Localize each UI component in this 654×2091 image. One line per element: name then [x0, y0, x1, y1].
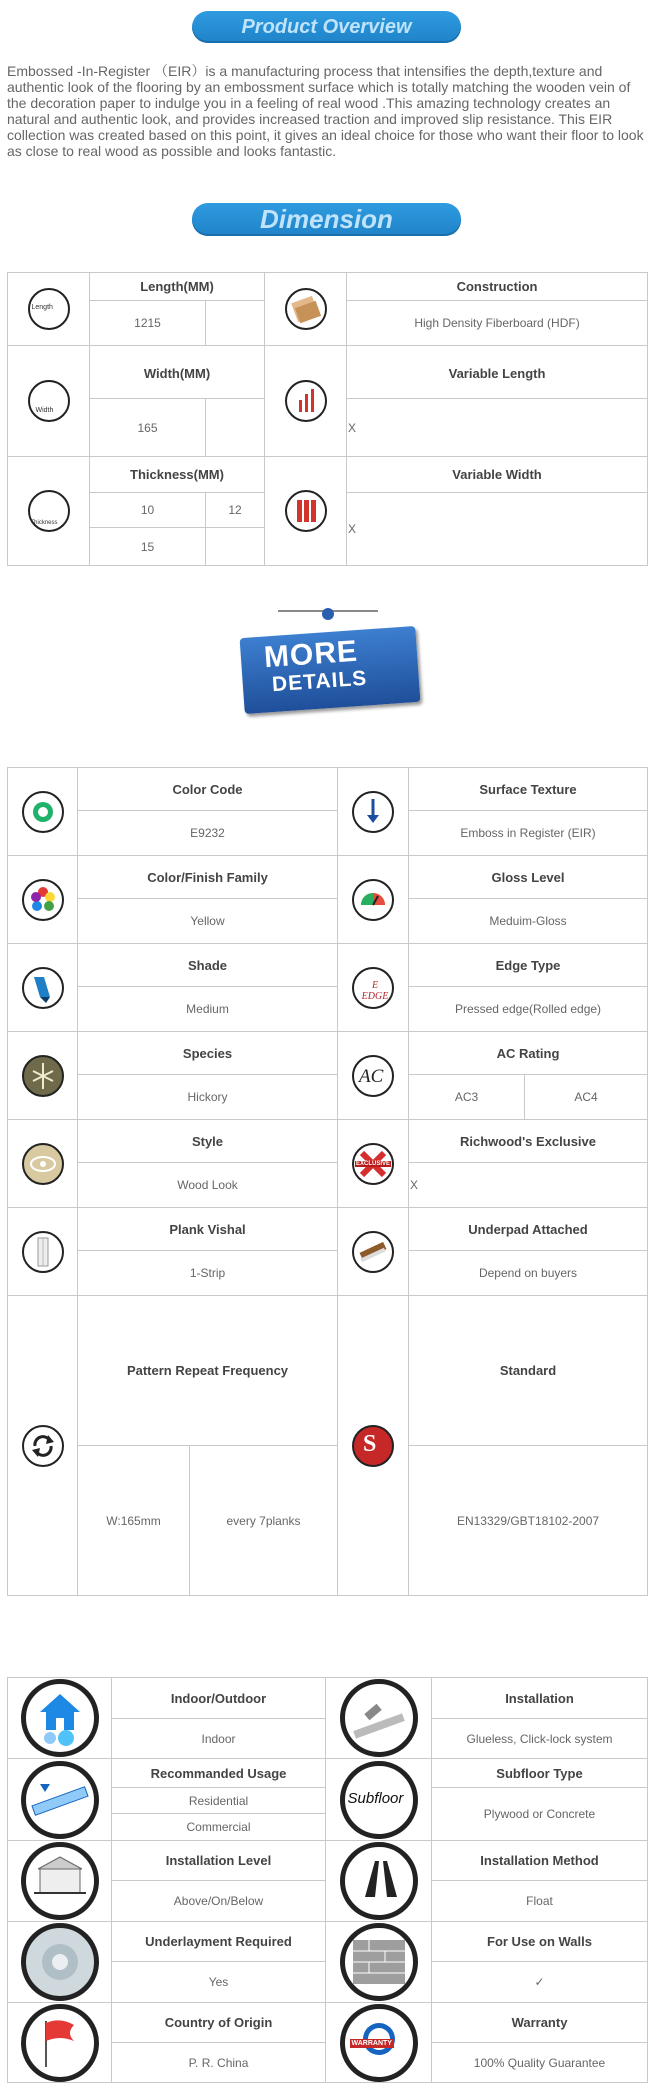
- installation-icon-cell: [326, 1678, 432, 1759]
- style-label: Style: [78, 1120, 338, 1163]
- standard-seal-icon: S: [352, 1425, 394, 1467]
- underlayment-value: Yes: [112, 1962, 326, 2003]
- dimension-banner: Dimension: [192, 203, 461, 236]
- width-empty: [206, 399, 265, 457]
- species-value: Hickory: [78, 1075, 338, 1120]
- ac-icon: AC: [352, 1055, 394, 1097]
- variable-width-label: Variable Width: [347, 457, 648, 493]
- walls-value: ✓: [432, 1962, 648, 2003]
- walls-icon-cell: [326, 1922, 432, 2003]
- usage-icon-cell: [8, 1759, 112, 1841]
- plank-strip-icon: [22, 1231, 64, 1273]
- surface-texture-label: Surface Texture: [409, 768, 648, 811]
- color-family-icon-cell: [8, 856, 78, 944]
- variable-length-value: X: [347, 399, 648, 457]
- dimension-table: [7, 272, 648, 566]
- down-arrow-icon: [352, 791, 394, 833]
- variable-length-icon-cell: [265, 346, 347, 457]
- gloss-level-icon-cell: [338, 856, 409, 944]
- plank-label: Plank Vishal: [78, 1208, 338, 1251]
- warranty-badge-icon: WARRANTY: [340, 2004, 418, 2082]
- origin-label: Country of Origin: [112, 2003, 326, 2043]
- house-icon: [21, 1679, 99, 1757]
- ac-rating-label: AC Rating: [409, 1032, 648, 1075]
- color-family-label: Color/Finish Family: [78, 856, 338, 899]
- thickness-empty: [206, 528, 265, 566]
- roll-icon: [21, 1923, 99, 2001]
- pattern-value-2: every 7planks: [190, 1446, 338, 1596]
- surface-texture-icon-cell: [338, 768, 409, 856]
- subfloor-value: Plywood or Concrete: [432, 1788, 648, 1841]
- method-value: Float: [432, 1881, 648, 1922]
- installation-label: Installation: [432, 1678, 648, 1719]
- thickness-icon: Thickness: [28, 490, 70, 532]
- length-value: 1215: [90, 301, 206, 346]
- variable-width-value: X: [347, 493, 648, 566]
- edge-type-icon-cell: [338, 944, 409, 1032]
- color-code-value: E9232: [78, 811, 338, 856]
- exclusive-icon-cell: [338, 1120, 409, 1208]
- underpad-label: Underpad Attached: [409, 1208, 648, 1251]
- usage-plank-icon: [21, 1761, 99, 1839]
- surface-texture-value: Emboss in Register (EIR): [409, 811, 648, 856]
- warranty-value: 100% Quality Guarantee: [432, 2043, 648, 2083]
- thickness-value-3: 15: [90, 528, 206, 566]
- pin-icon: [322, 608, 334, 620]
- gauge-icon: [352, 879, 394, 921]
- refresh-icon: [22, 1425, 64, 1467]
- click-lock-icon: [340, 1679, 418, 1757]
- underlayment-icon-cell: [8, 1922, 112, 2003]
- building-icon: [21, 1842, 99, 1920]
- length-icon: Length: [28, 288, 70, 330]
- variable-width-icon-cell: [265, 457, 347, 566]
- hdf-board-icon: [285, 288, 327, 330]
- subfloor-label: Subfloor Type: [432, 1759, 648, 1788]
- thickness-value-2: 12: [206, 493, 265, 528]
- indoor-icon-cell: [8, 1678, 112, 1759]
- ac-rating-value-1: AC3: [409, 1075, 525, 1120]
- style-value: Wood Look: [78, 1163, 338, 1208]
- plank-value: 1-Strip: [78, 1251, 338, 1296]
- more-details-line1: MORE: [262, 634, 360, 675]
- variable-length-label: Variable Length: [347, 346, 648, 399]
- gloss-level-value: Meduim-Gloss: [409, 899, 648, 944]
- paint-brush-icon: [22, 967, 64, 1009]
- eye-icon: [22, 1143, 64, 1185]
- ac-rating-icon-cell: [338, 1032, 409, 1120]
- shade-icon-cell: [8, 944, 78, 1032]
- standard-icon-cell: [338, 1296, 409, 1596]
- method-label: Installation Method: [432, 1841, 648, 1881]
- color-family-value: Yellow: [78, 899, 338, 944]
- install-table: [7, 1677, 648, 2083]
- brick-wall-icon: [340, 1923, 418, 2001]
- origin-value: P. R. China: [112, 2043, 326, 2083]
- usage-value-1: Residential: [112, 1788, 326, 1814]
- variable-length-icon: [285, 380, 327, 422]
- more-details-sign[interactable]: [238, 608, 424, 714]
- width-label: Width(MM): [90, 346, 265, 399]
- edge-type-value: Pressed edge(Rolled edge): [409, 987, 648, 1032]
- warranty-icon-cell: [326, 2003, 432, 2083]
- thickness-label: Thickness(MM): [90, 457, 265, 493]
- color-code-label: Color Code: [78, 768, 338, 811]
- origin-icon-cell: [8, 2003, 112, 2083]
- edge-type-label: Edge Type: [409, 944, 648, 987]
- thickness-value-1: 10: [90, 493, 206, 528]
- thickness-icon-cell: [8, 457, 90, 566]
- width-icon-cell: [8, 346, 90, 457]
- construction-value: High Density Fiberboard (HDF): [347, 301, 648, 346]
- gloss-level-label: Gloss Level: [409, 856, 648, 899]
- flag-icon: [21, 2004, 99, 2082]
- width-value: 165: [90, 399, 206, 457]
- float-floor-icon: [340, 1842, 418, 1920]
- subfloor-icon-cell: [326, 1759, 432, 1841]
- plank-icon-cell: [8, 1208, 78, 1296]
- product-overview-banner: Product Overview: [192, 11, 461, 43]
- species-icon-cell: [8, 1032, 78, 1120]
- color-code-icon: [22, 791, 64, 833]
- level-value: Above/On/Below: [112, 1881, 326, 1922]
- indoor-value: Indoor: [112, 1719, 326, 1759]
- method-icon-cell: [326, 1841, 432, 1922]
- usage-label: Recommanded Usage: [112, 1759, 326, 1788]
- ac-rating-value-2: AC4: [525, 1075, 648, 1120]
- construction-icon-cell: [265, 273, 347, 346]
- installation-value: Glueless, Click-lock system: [432, 1719, 648, 1759]
- width-icon: Width: [28, 380, 70, 422]
- species-label: Species: [78, 1032, 338, 1075]
- underpad-icon-cell: [338, 1208, 409, 1296]
- exclusive-label: Richwood's Exclusive: [409, 1120, 648, 1163]
- pattern-value-1: W:165mm: [78, 1446, 190, 1596]
- underlayment-label: Underlayment Required: [112, 1922, 326, 1962]
- exclusive-icon: EXCLUSIVE: [352, 1143, 394, 1185]
- more-details-line2: DETAILS: [271, 666, 368, 697]
- level-label: Installation Level: [112, 1841, 326, 1881]
- underpad-icon: [352, 1231, 394, 1273]
- usage-value-2: Commercial: [112, 1814, 326, 1841]
- construction-label: Construction: [347, 273, 648, 301]
- standard-label: Standard: [409, 1296, 648, 1446]
- underpad-value: Depend on buyers: [409, 1251, 648, 1296]
- color-code-icon-cell: [8, 768, 78, 856]
- walls-label: For Use on Walls: [432, 1922, 648, 1962]
- warranty-label: Warranty: [432, 2003, 648, 2043]
- specs-table: [7, 767, 648, 1596]
- standard-value: EN13329/GBT18102-2007: [409, 1446, 648, 1596]
- color-wheel-icon: [22, 879, 64, 921]
- variable-width-icon: [285, 490, 327, 532]
- edge-icon: E EDGE: [352, 967, 394, 1009]
- style-icon-cell: [8, 1120, 78, 1208]
- exclusive-value: X: [409, 1163, 648, 1208]
- overview-text: Embossed -In-Register （EIR）is a manufacturing process that intensifies the depth,texture and authentic look of the flooring by an embossment surface which is totally matching the wooden vein of the decoration paper to indulge you in a feeling of real wood .This amazing technology creates an natural and authentic look, and provides increased traction and improved slip resistance. This EIR collection was created based on this point, it gives an ideal choice for those who want their floor to look as close to real wood as possible and looks fantastic.: [7, 63, 644, 159]
- shade-value: Medium: [78, 987, 338, 1032]
- length-label: Length(MM): [90, 273, 265, 301]
- level-icon-cell: [8, 1841, 112, 1922]
- shade-label: Shade: [78, 944, 338, 987]
- length-empty: [206, 301, 265, 346]
- indoor-label: Indoor/Outdoor: [112, 1678, 326, 1719]
- pattern-label: Pattern Repeat Frequency: [78, 1296, 338, 1446]
- length-icon-cell: [8, 273, 90, 346]
- leaf-icon: [22, 1055, 64, 1097]
- subfloor-icon: Subfloor: [340, 1761, 418, 1839]
- pattern-icon-cell: [8, 1296, 78, 1596]
